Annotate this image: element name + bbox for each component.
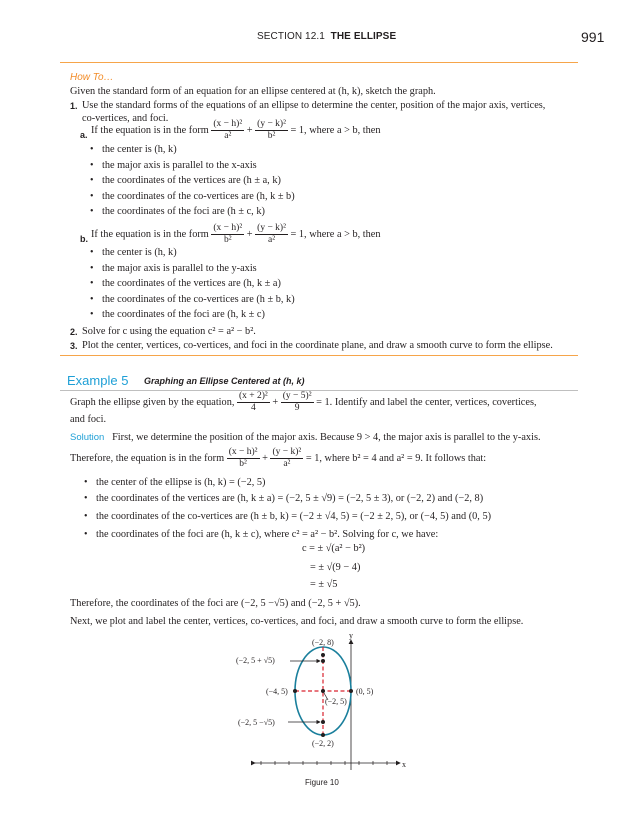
step3-number: 3. xyxy=(70,341,78,351)
next-line: Next, we plot and label the center, vertices, co-vertices, and foci, and draw a smooth curve to form the ellipse. xyxy=(70,616,524,627)
list-item: • the coordinates of the vertices are (h, k ± a) = (−2, 5 ± √9) = (−2, 5 ± 3), or (−2, 2) and (−2, 8) xyxy=(82,492,491,510)
page-number: 991 xyxy=(581,29,605,45)
label-focus-bottom: (−2, 5 −√5) xyxy=(238,718,275,727)
step1-line1: Use the standard forms of the equations of an ellipse to determine the center, position of the major axis, vertices, xyxy=(82,100,546,111)
step1-number: 1. xyxy=(70,101,78,111)
substep-a-equation: If the equation is in the form $\frac{\text{(x − h)²}}{\text{a²}}$ + $\frac{\text{(y − k)²}}{\text{b²}}$ = 1, where a > b, then xyxy=(91,119,381,141)
substep-b-label: b. xyxy=(80,234,88,244)
section-title: THE ELLIPSE xyxy=(330,31,397,42)
list-item: • the coordinates of the co-vertices are (h ± b, k) xyxy=(88,293,295,309)
list-item: • the center of the ellipse is (h, k) = (−2, 5) xyxy=(82,476,491,492)
y-axis-label: y xyxy=(349,631,353,640)
point-vertex-bottom xyxy=(321,733,325,737)
step2-text: Solve for c using the equation c² = a² − b². xyxy=(82,326,256,337)
list-item: • the coordinates of the co-vertices are (h ± b, k) = (−2 ± √4, 5) = (−2 ± 2, 5), or (−4, 5) and (0, 5) xyxy=(82,510,491,528)
example-question-line2: and foci. xyxy=(70,414,107,425)
step1-line2: co-vertices, and foci. xyxy=(82,113,169,124)
label-focus-top: (−2, 5 + √5) xyxy=(236,656,275,665)
solution-label: Solution xyxy=(70,432,105,443)
label-covertex-right: (0, 5) xyxy=(356,687,374,696)
point-covertex-right xyxy=(349,689,353,693)
x-axis-label: x xyxy=(402,760,406,769)
point-vertex-top xyxy=(321,653,325,657)
list-item: • the center is (h, k) xyxy=(88,143,295,159)
example-question: Graph the ellipse given by the equation, $\frac{\text{(x + 2)²}}{4}$ + $\frac{\text{(y − 5)²}}{9}$ = 1. Identify and label the center, vertices, covertices, xyxy=(70,391,537,413)
list-item: • the coordinates of the foci are (h, k ± c) xyxy=(88,308,295,324)
label-bottom-vertex: (−2, 2) xyxy=(312,739,334,748)
point-focus-bottom xyxy=(321,720,325,724)
calc-line2: = ± √(9 − 4) xyxy=(310,562,361,573)
list-item: • the coordinates of the foci are (h ± c, k) xyxy=(88,205,295,221)
point-center xyxy=(321,689,325,693)
list-item: • the center is (h, k) xyxy=(88,246,295,262)
label-center: (−2, 5) xyxy=(325,697,347,706)
example-label: Example 5 xyxy=(67,373,129,388)
section-number: SECTION 12.1 xyxy=(257,31,325,42)
list-item: • the major axis is parallel to the x-axis xyxy=(88,159,295,175)
point-focus-top xyxy=(321,659,325,663)
list-item: • the coordinates of the vertices are (h ± a, k) xyxy=(88,174,295,190)
howto-label: How To… xyxy=(70,72,114,83)
howto-intro: Given the standard form of an equation for an ellipse centered at (h, k), sketch the graph. xyxy=(70,86,436,97)
substep-b-equation: If the equation is in the form $\frac{\text{(x − h)²}}{\text{b²}}$ + $\frac{\text{(y − k)²}}{\text{a²}}$ = 1, where a > b, then xyxy=(91,223,381,245)
list-item: • the major axis is parallel to the y-axis xyxy=(88,262,295,278)
list-item: • the coordinates of the foci are (h, k ± c), where c² = a² − b². Solving for c, we have: xyxy=(82,528,491,544)
step3-text: Plot the center, vertices, co-vertices, and foci in the coordinate plane, and draw a smooth curve to form the ellipse. xyxy=(82,340,553,351)
list-item: • the coordinates of the vertices are (h, k ± a) xyxy=(88,277,295,293)
calc-line3: = ± √5 xyxy=(310,579,338,590)
foci-line: Therefore, the coordinates of the foci are (−2, 5 −√5) and (−2, 5 + √5). xyxy=(70,598,361,609)
calc-line1: c = ± √(a² − b²) xyxy=(302,543,366,554)
substep-a-label: a. xyxy=(80,130,88,140)
solution-equation: Therefore, the equation is in the form $\frac{\text{(x − h)²}}{\text{b²}}$ + $\frac{\text{(y − k)²}}{\text{a²}}$ = 1, where b² = 4 and a² = 9. It follows that: xyxy=(70,447,487,469)
solution-line1: Solution First, we determine the position of the major axis. Because 9 > 4, the major axis is parallel to the y-axis. xyxy=(70,432,541,443)
figure-caption: Figure 10 xyxy=(305,778,339,787)
step2-number: 2. xyxy=(70,327,78,337)
list-item: • the coordinates of the co-vertices are (h, k ± b) xyxy=(88,190,295,206)
label-covertex-left: (−4, 5) xyxy=(266,687,288,696)
label-top-vertex: (−2, 8) xyxy=(312,638,334,647)
example-title: Graphing an Ellipse Centered at (h, k) xyxy=(144,376,305,386)
